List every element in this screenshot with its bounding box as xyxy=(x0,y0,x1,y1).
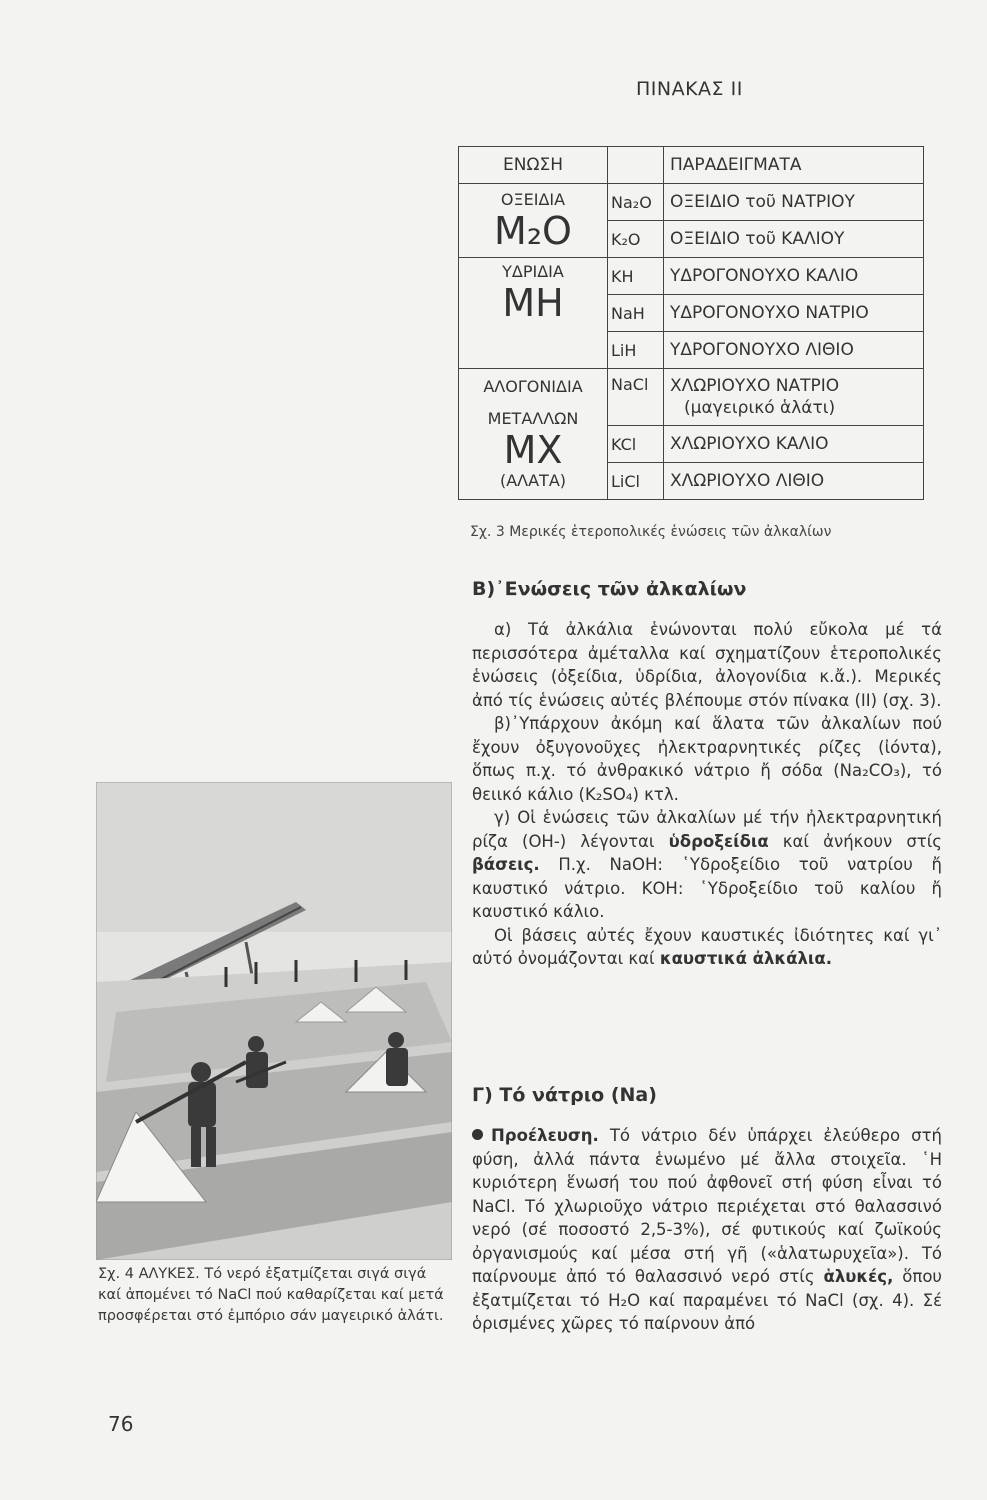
table-row xyxy=(459,369,924,426)
paragraph xyxy=(472,806,942,924)
text-run: καί ἀνήκουν στίς xyxy=(768,831,942,851)
class-name: (ΑΛΑΤΑ) xyxy=(499,471,567,490)
header-examples: ΠΑΡΑΔΕΙΓΜΑΤΑ xyxy=(664,147,924,184)
compound-name: ΥΔΡΟΓΟΝΟΥΧΟ ΚΑΛΙΟ xyxy=(664,258,924,295)
term-salt-pans: ἁλυκές, xyxy=(823,1267,894,1286)
compound-formula: LiH xyxy=(608,332,664,369)
text-run: Π.χ. NaOH: ῾Υδροξείδιο τοῦ νατρίου ἤ καυστικό νάτριο. ΚΟΗ: ῾Υδροξείδιο τοῦ καλίου ἤ καυστικό κάλιο. xyxy=(472,855,942,921)
class-formula: MH xyxy=(502,281,564,325)
page-number: 76 xyxy=(108,1412,134,1436)
compound-formula: LiCl xyxy=(608,463,664,500)
section-g-body xyxy=(472,1124,942,1336)
term-hydroxides: ὑδροξείδια xyxy=(668,831,769,851)
paragraph xyxy=(472,924,942,971)
figure-4-caption: Σχ. 4 ΑΛΥΚΕΣ. Τό νερό ἐξατμίζεται σιγά σιγά καί ἀπομένει τό NaCl πού καθαρίζεται καί μετά προσφέρεται στό ἐμπόριο σάν μαγειρικό ἁλάτι. xyxy=(98,1266,444,1324)
compound-formula: NaH xyxy=(608,295,664,332)
section-g-heading: Γ) Τό νάτριο (Na) xyxy=(472,1084,657,1106)
compound-formula: Na₂O xyxy=(608,184,664,221)
salt-pans-illustration xyxy=(96,782,452,1260)
text-run: γ) Οἱ ἑνώσεις τῶν ἀλκαλίων μέ τήν ἠλεκτραρνητική ρίζα (ΟΗ-) λέγονται xyxy=(472,808,942,851)
text-run: Τό νάτριο δέν ὑπάρχει ἐλεύθερο στή φύση, ἀλλά πάντα ἑνωμένο μέ ἄλλα στοιχεῖα. ῾Η κυριότερη ἕνωσή του πού ἀφθονεῖ στή φύση εἶναι τό NaCl. Τό χλωριοῦχο νάτριο περιέχεται στό θαλασσινό νερό (σέ ποσοστό 2,5-3%), σέ φυτικούς καί ζωϊκούς ὀργανισμούς καί μέσα στή γῆ («ἁλατωρυχεῖα»). Τό παίρνουμε ἀπό τό θαλασσινό νερό στίς xyxy=(472,1126,942,1286)
paragraph xyxy=(472,1124,942,1336)
class-name: ΥΔΡΙΔΙΑ xyxy=(502,262,564,281)
class-oxides xyxy=(459,184,608,258)
class-name: ΟΞΕΙΔΙΑ xyxy=(500,189,566,209)
compound-name xyxy=(664,369,924,426)
compound-formula: K₂O xyxy=(608,221,664,258)
compound-formula: ΚΗ xyxy=(608,258,664,295)
class-formula: M₂O xyxy=(494,208,572,253)
compound-name: ΟΞΕΙΔΙΟ τοῦ ΚΑΛΙΟΥ xyxy=(664,221,924,258)
compound-name: ΧΛΩΡΙΟΥΧΟ ΛΙΘΙΟ xyxy=(664,463,924,500)
term-bases: βάσεις. xyxy=(472,855,540,874)
header-compound: ΕΝΩΣΗ xyxy=(459,147,608,184)
class-formula: MX xyxy=(503,428,563,472)
compound-name: ΧΛΩΡΙΟΥΧΟ ΚΑΛΙΟ xyxy=(664,426,924,463)
paragraph: β)᾿Υπάρχουν ἀκόμη καί ἅλατα τῶν ἀλκαλίων πού ἔχουν ὀξυγονοῦχες ἠλεκτραρνητικές ρίζες (ἰόντα), ὅπως π.χ. τό ἀνθρακικό νάτριο ἤ σόδα (Na₂CO₃), τό θειικό κάλιο (K₂SO₄) κτλ. xyxy=(472,714,942,804)
class-hydrides xyxy=(459,258,608,369)
compound-name: ΥΔΡΟΓΟΝΟΥΧΟ ΝΑΤΡΙΟ xyxy=(664,295,924,332)
table-title: ΠΙΝΑΚΑΣ ΙΙ xyxy=(636,78,743,100)
compound-formula: NaCl xyxy=(608,369,664,426)
header-formula xyxy=(608,147,664,184)
term-caustic-alkalis: καυστικά ἀλκάλια. xyxy=(659,949,832,968)
class-name: ΜΕΤΑΛΛΩΝ xyxy=(487,409,579,428)
paragraph: α) Τά ἀλκάλια ἑνώνονται πολύ εὔκολα μέ τά περισσότερα ἀμέταλλα καί σχηματίζουν ἑτεροπολικές ἑνώσεις (ὀξείδια, ὑδρίδια, ἀλογονίδια κ.ἄ.). Μερικές ἀπό τίς ἑνώσεις αὐτές βλέπουμε στόν πίνακα (ΙΙ) (σχ. 3). xyxy=(472,620,942,710)
section-b-body xyxy=(472,618,942,971)
class-name: ΑΛΟΓΟΝΙΔΙΑ xyxy=(483,377,583,396)
compound-note: (μαγειρικό ἁλάτι) xyxy=(684,398,836,418)
class-halides xyxy=(459,369,608,500)
compound-name-text: ΧΛΩΡΙΟΥΧΟ ΝΑΤΡΙΟ xyxy=(670,376,840,396)
compound-name: ΥΔΡΟΓΟΝΟΥΧΟ ΛΙΘΙΟ xyxy=(664,332,924,369)
compound-formula: KCl xyxy=(608,426,664,463)
table-row xyxy=(459,184,924,221)
text-run: Οἱ βάσεις αὐτές ἔχουν καυστικές ἰδιότητες καί γι᾿ αὐτό ὀνομάζονται καί xyxy=(472,925,942,968)
figure-3-caption: Σχ. 3 Μερικές ἑτεροπολικές ἑνώσεις τῶν ἀλκαλίων xyxy=(470,524,832,540)
table-header-row xyxy=(459,147,924,184)
compound-name: ΟΞΕΙΔΙΟ τοῦ ΝΑΤΡΙΟΥ xyxy=(664,184,924,221)
term-origin: Προέλευση. xyxy=(491,1126,599,1145)
compounds-table xyxy=(458,146,924,500)
bullet-icon xyxy=(472,1129,483,1140)
table-row xyxy=(459,258,924,295)
text-run: ὅπου ἐξατμίζεται τό H₂O καί παραμένει τό NaCl (σχ. 4). Σέ ὁρισμένες χῶρες τό παίρνουν ἀπό xyxy=(472,1267,942,1333)
section-b-heading: Β)᾿Ενώσεις τῶν ἀλκαλίων xyxy=(472,578,747,600)
